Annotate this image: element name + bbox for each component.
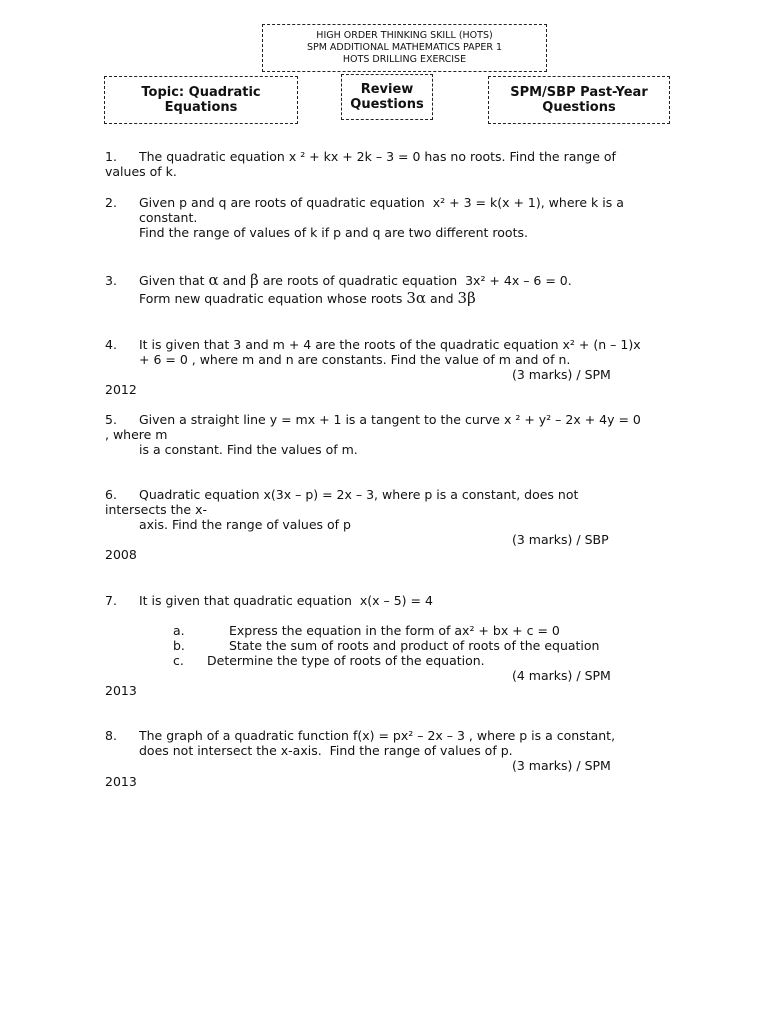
root-3beta: 3β [457, 289, 476, 307]
topic-line-2: Equations [164, 100, 238, 115]
marks-label: (3 marks) / SPM [512, 367, 611, 382]
year-label: 2008 [105, 547, 137, 562]
marks-label: (3 marks) / SBP [512, 532, 609, 547]
question-number: 7. [105, 593, 117, 608]
question-text: Given that α and β are roots of quadratic equation 3x² + 4x – 6 = 0. [139, 271, 572, 289]
review-box [341, 74, 433, 120]
sub-label-c: c. [173, 653, 184, 668]
question-text: Given p and q are roots of quadratic equation x² + 3 = k(x + 1), where k is a [139, 195, 624, 210]
year-label: 2012 [105, 382, 137, 397]
question-number: 6. [105, 487, 117, 502]
topic-box [104, 76, 298, 124]
question-text: constant. [139, 210, 198, 225]
review-line-2: Questions [350, 97, 424, 112]
question-text: does not intersect the x-axis. Find the range of values of p. [139, 743, 513, 758]
question-text: intersects the x- [105, 502, 207, 517]
review-line-1: Review [360, 82, 414, 97]
question-number: 5. [105, 412, 117, 427]
sub-label-b: b. [173, 638, 185, 653]
sub-text-b: State the sum of roots and product of roots of the equation [229, 638, 600, 653]
question-number: 2. [105, 195, 117, 210]
past-line-1: SPM/SBP Past-Year [510, 85, 648, 100]
question-text: Form new quadratic equation whose roots 3α and 3β [139, 289, 476, 307]
question-text: is a constant. Find the values of m. [139, 442, 358, 457]
alpha-symbol: α [208, 271, 219, 289]
sub-text-a: Express the equation in the form of ax² + bx + c = 0 [229, 623, 560, 638]
past-line-2: Questions [542, 100, 616, 115]
question-number: 4. [105, 337, 117, 352]
header-box [262, 24, 547, 72]
sub-text-c: Determine the type of roots of the equation. [207, 653, 485, 668]
question-number: 8. [105, 728, 117, 743]
beta-symbol: β [250, 271, 259, 289]
marks-label: (3 marks) / SPM [512, 758, 611, 773]
question-text: Quadratic equation x(3x – p) = 2x – 3, where p is a constant, does not [139, 487, 579, 502]
question-number: 3. [105, 273, 117, 288]
past-year-box [488, 76, 670, 124]
question-text: Find the range of values of k if p and q are two different roots. [139, 225, 528, 240]
topic-line-1: Topic: Quadratic [141, 85, 261, 100]
year-label: 2013 [105, 774, 137, 789]
question-text: , where m [105, 427, 168, 442]
question-text: It is given that quadratic equation x(x – 5) = 4 [139, 593, 433, 608]
header-line-1: HIGH ORDER THINKING SKILL (HOTS) [316, 30, 493, 41]
question-text: + 6 = 0 , where m and n are constants. Find the value of m and of n. [139, 352, 571, 367]
year-label: 2013 [105, 683, 137, 698]
question-text: The quadratic equation x ² + kx + 2k – 3 = 0 has no roots. Find the range of [139, 149, 616, 164]
question-text: It is given that 3 and m + 4 are the roots of the quadratic equation x² + (n – 1)x [139, 337, 641, 352]
question-number: 1. [105, 149, 117, 164]
question-text: The graph of a quadratic function f(x) = px² – 2x – 3 , where p is a constant, [139, 728, 616, 743]
question-text: axis. Find the range of values of p [139, 517, 351, 532]
question-text: Given a straight line y = mx + 1 is a tangent to the curve x ² + y² – 2x + 4y = 0 [139, 412, 641, 427]
root-3alpha: 3α [406, 289, 427, 307]
header-line-2: SPM ADDITIONAL MATHEMATICS PAPER 1 [306, 42, 503, 53]
question-text: values of k. [105, 164, 177, 179]
sub-label-a: a. [173, 623, 185, 638]
header-line-3: HOTS DRILLING EXERCISE [342, 54, 467, 65]
marks-label: (4 marks) / SPM [512, 668, 611, 683]
